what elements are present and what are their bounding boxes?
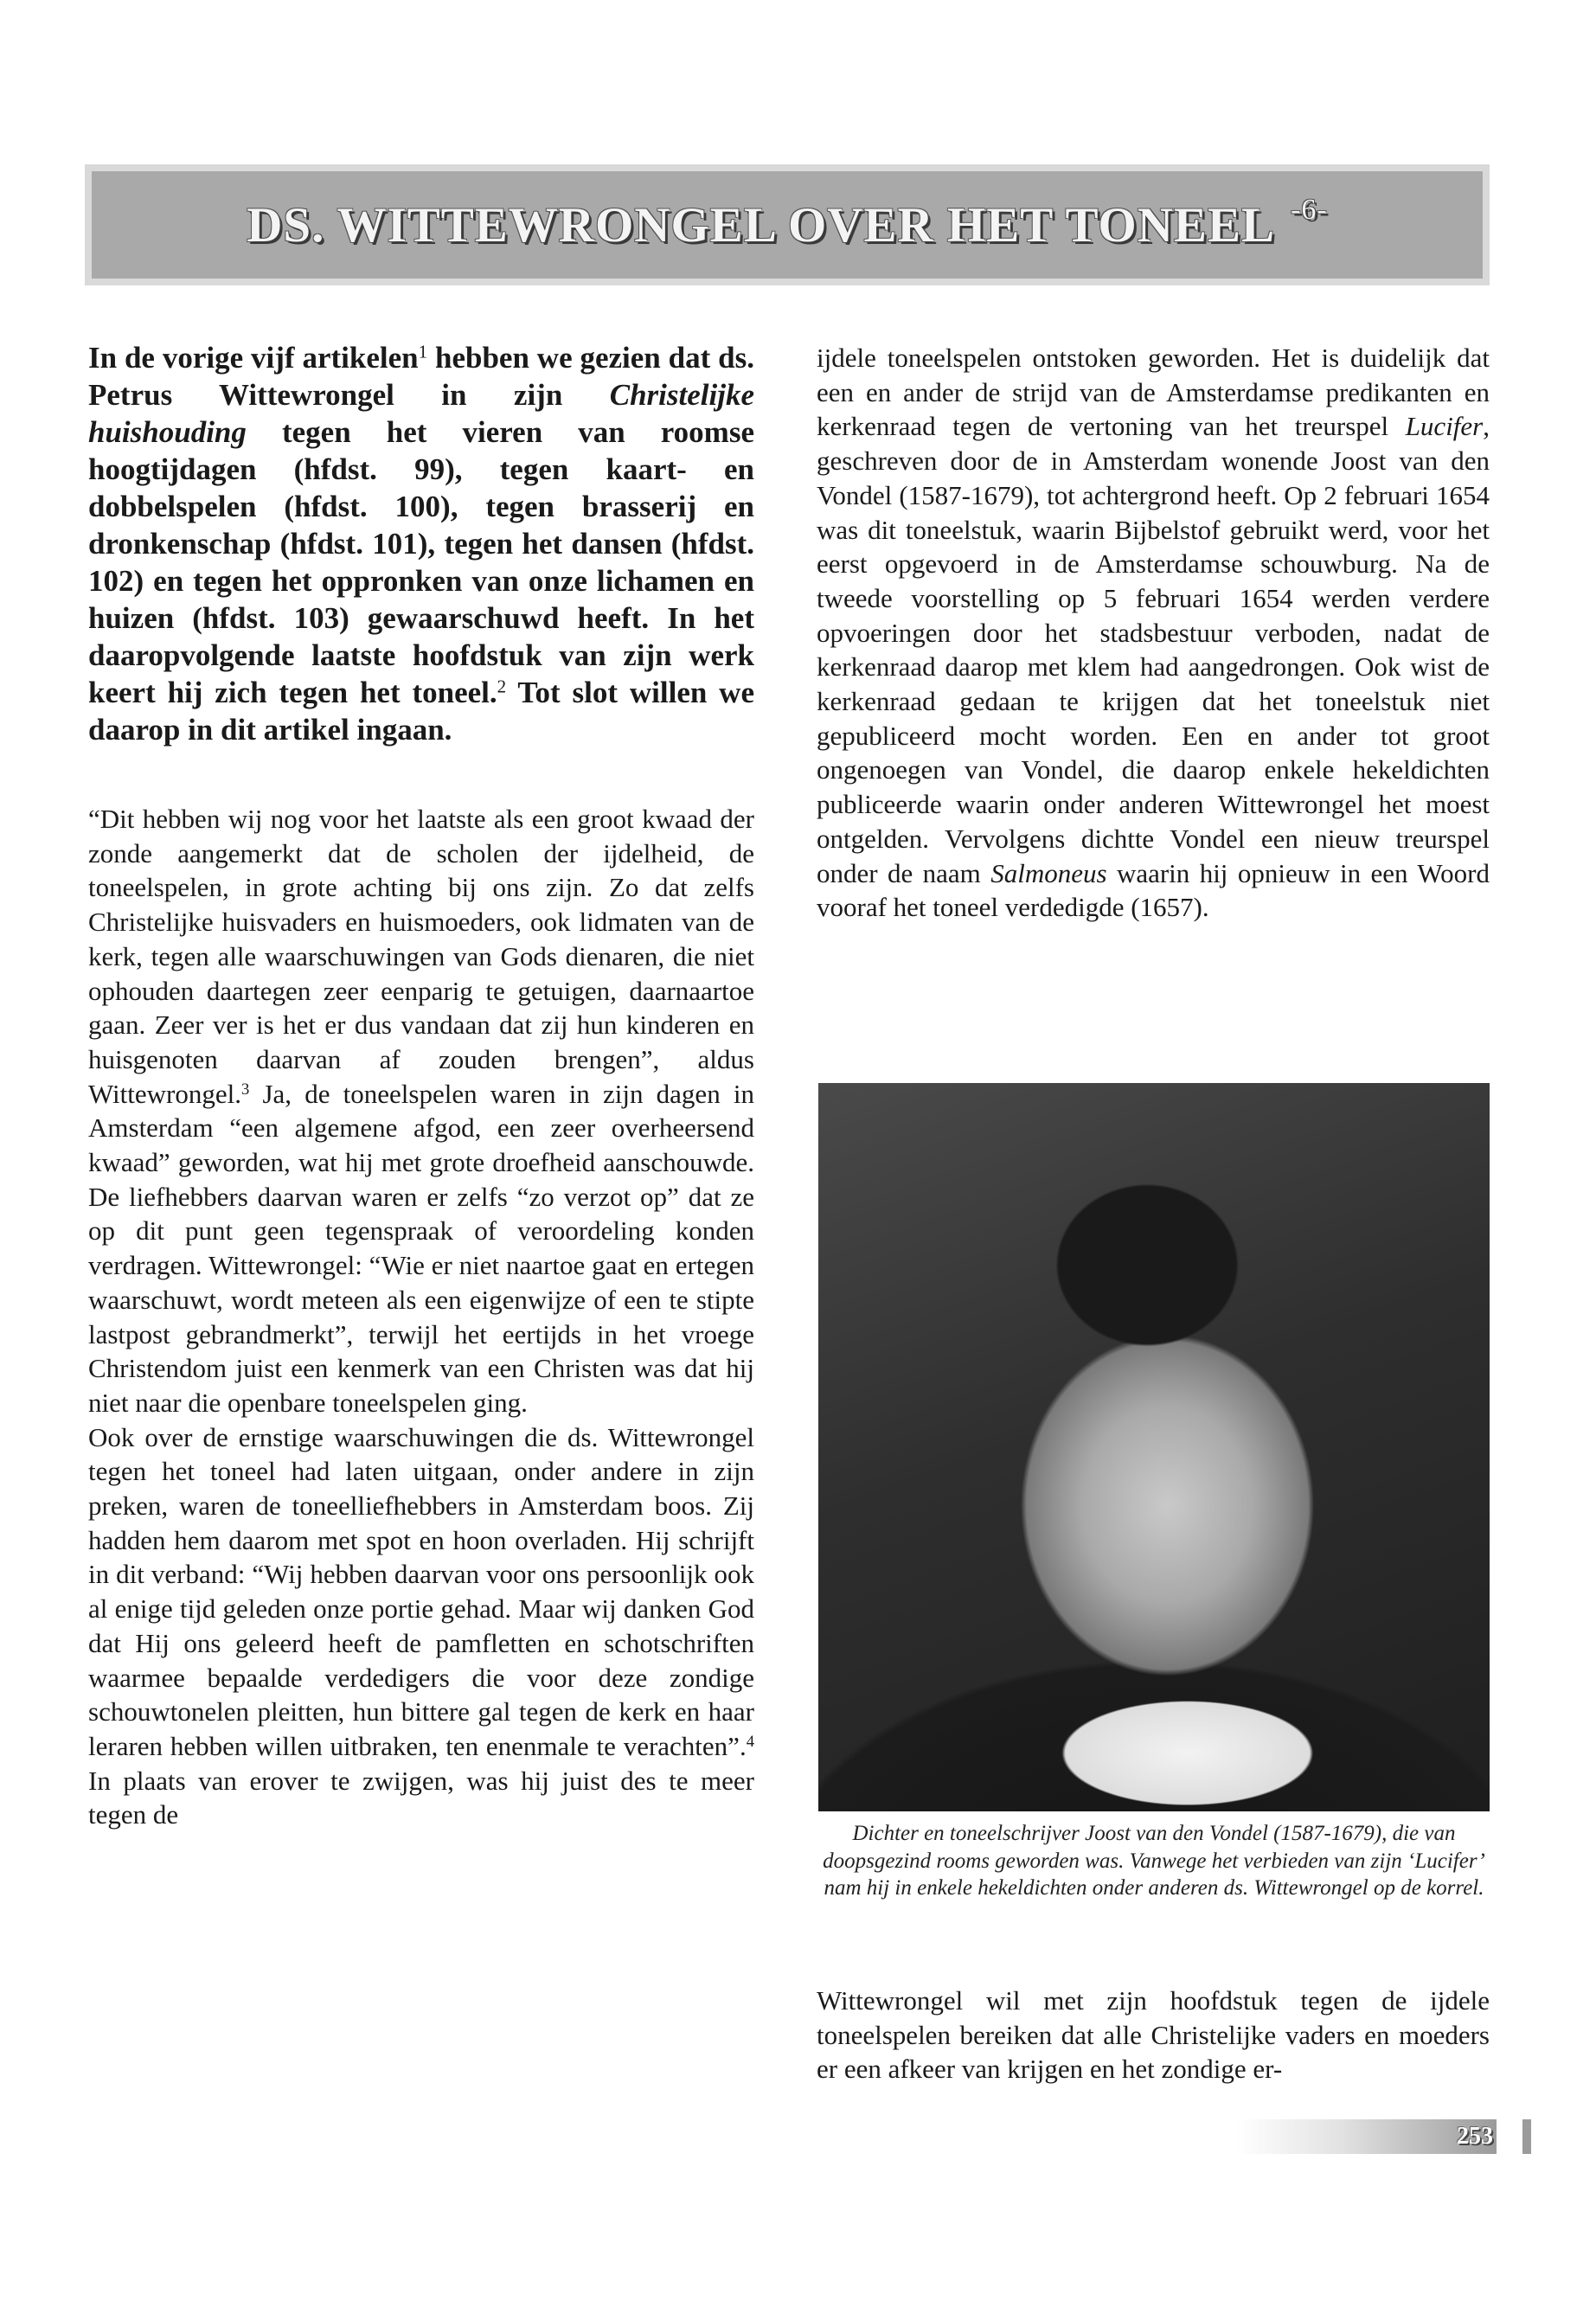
- body-p3-text-1: ijdele toneelspelen ontstoken geworden. Het is duidelijk dat een en ander de strijd van de Amsterdamse predikanten en kerkenraad tegen de vertoning van het treurspel: [817, 343, 1490, 442]
- footnote-ref-2: 2: [497, 676, 507, 697]
- title-banner-inner: [92, 171, 1483, 279]
- article-title-text: DS. WITTEWRONGEL OVER HET TONEEL: [247, 197, 1272, 253]
- body-paragraph-1: [88, 802, 754, 1420]
- portrait-photo-vondel: [818, 1083, 1490, 1811]
- page-number-bar-end: [1522, 2119, 1531, 2154]
- body-paragraph-2: [88, 1420, 754, 1832]
- left-column: [88, 339, 754, 1832]
- body-p2-text-2: In plaats van erover te zwijgen, was hij juist des te meer tegen de: [88, 1765, 754, 1830]
- book-title-emphasis: Christelijke huishouding: [88, 378, 754, 449]
- body-p3-text-3: waarin hij opnieuw in een Woord vooraf het toneel verdedigde (1657).: [817, 857, 1490, 923]
- title-banner: [85, 164, 1490, 285]
- salmoneus-title-emphasis: Salmoneus: [990, 857, 1107, 888]
- lead-text-2: hebben we gezien dat ds. Petrus Wittewrongel in zijn: [88, 341, 754, 412]
- lead-text-4: Tot slot willen we daarop in dit artikel ingaan.: [88, 676, 754, 747]
- page-number: 253: [1457, 2123, 1493, 2150]
- right-column: [817, 341, 1490, 925]
- lucifer-title-emphasis: Lucifer: [1405, 411, 1484, 442]
- body-paragraph-4: Wittewrongel wil met zijn hoofdstuk tegen de ijdele toneelspelen bereiken dat alle Christelijke vaders en moeders er een afkeer van krijgen en het zondige er-: [817, 1985, 1490, 2085]
- body-p2-text-1: Ook over de ernstige waarschuwingen die ds. Wittewrongel tegen het toneel had laten uitgaan, onder andere in zijn preken, waren de toneelliefhebbers in Amsterdam boos. Zij hadden hem daarom met spot en hoon overladen. Hij schrijft in dit verband: “Wij hebben daarvan voor ons persoonlijk ook al enige tijd geleden onze portie gehad. Maar wij danken God dat Hij ons geleerd heeft de pamfletten en schotschriften waarmee bepaalde verdedigers die voor deze zondige schouwtonelen pleitten, hun bittere gal tegen de kerk en haar leraren hebben willen uitbraken, ten enenmale te verachten”.: [88, 1421, 754, 1761]
- article-part-number: -6-: [1291, 193, 1328, 226]
- photo-caption: Dichter en toneelschrijver Joost van den Vondel (1587-1679), die van doopsgezind rooms geworden was. Vanwege het verbieden van zijn ‘Lucifer’ nam hij in enkele hekeldichten onder anderen ds. Wittewrongel op de korrel.: [823, 1822, 1485, 1900]
- lead-text-3: tegen het vieren van roomse hoogtijdagen (hfdst. 99), tegen kaart- en dobbelspelen (hfdst. 100), tegen brasserij en dronkenschap (hfdst. 101), tegen het dansen (hfdst. 102) en tegen het oppronken van onze lichamen en huizen (hfdst. 103) gewaarschuwd heeft. In het daaropvolgende laatste hoofdstuk van zijn werk keert hij zich tegen het toneel.: [88, 415, 754, 709]
- body-p1-text-2: Ja, de toneelspelen waren in zijn dagen in Amsterdam “een algemene afgod, een zeer overheersend kwaad” geworden, wat hij met grote droefheid aanschouwde. De liefhebbers daarvan waren er zelfs “zo verzot op” dat ze op dit punt geen tegenspraak of veroordeling konden verdragen. Wittewrongel: “Wie er niet naartoe gaat en ertegen waarschuwt, wordt meteen als een eigenwijze of een te stipte lastpost gebrandmerkt”, terwijl het eertijds in het vroege Christendom juist een kenmerk van een Christen was dat hij niet naar die openbare toneelspelen ging.: [88, 1078, 754, 1418]
- lead-text-1: In de vorige vijf artikelen: [88, 341, 419, 375]
- footnote-ref-1: 1: [418, 341, 428, 362]
- footnote-ref-4: 4: [746, 1732, 754, 1751]
- body-p3-text-2: , geschreven door de in Amsterdam wonende Joost van den Vondel (1587-1679), tot achtergrond heeft. Op 2 februari 1654 was dit toneelstuk, waarin Bijbelstof gebruikt werd, voor het eerst opgevoerd in de Amsterdamse schouwburg. Na de tweede voorstelling op 5 februari 1654 werden verdere opvoeringen door het stadsbestuur verboden, nadat de kerkenraad daarop met klem had aangedrongen. Ook wist de kerkenraad gedaan te krijgen dat het toneelstuk niet gepubliceerd mocht worden. Een en ander tot groot ongenoegen van Vondel, die daarop enkele hekeldichten publiceerde waarin onder anderen Wittewrongel het moest ontgelden. Vervolgens dichtte Vondel een nieuw treurspel onder de naam: [817, 411, 1490, 888]
- article-title: [247, 193, 1328, 253]
- footnote-ref-3: 3: [240, 1080, 250, 1099]
- body-paragraph-3: [817, 341, 1490, 925]
- right-column-continued: [817, 1984, 1490, 2086]
- body-p1-text-1: “Dit hebben wij nog voor het laatste als een groot kwaad der zonde aangemerkt dat de scholen der ijdelheid, de toneelspelen, in grote achting bij ons zijn. Zo dat zelfs Christelijke huisvaders en huismoeders, ook lidmaten van de kerk, tegen alle waarschuwingen van Gods dienaren, die niet ophouden daartegen zeer eenparig te getuigen, daarnaartoe gaan. Zeer ver is het er dus vandaan dat zij hun kinderen en huisgenoten daarvan af zouden brengen”, aldus Wittewrongel.: [88, 804, 754, 1109]
- lead-paragraph: [88, 339, 754, 748]
